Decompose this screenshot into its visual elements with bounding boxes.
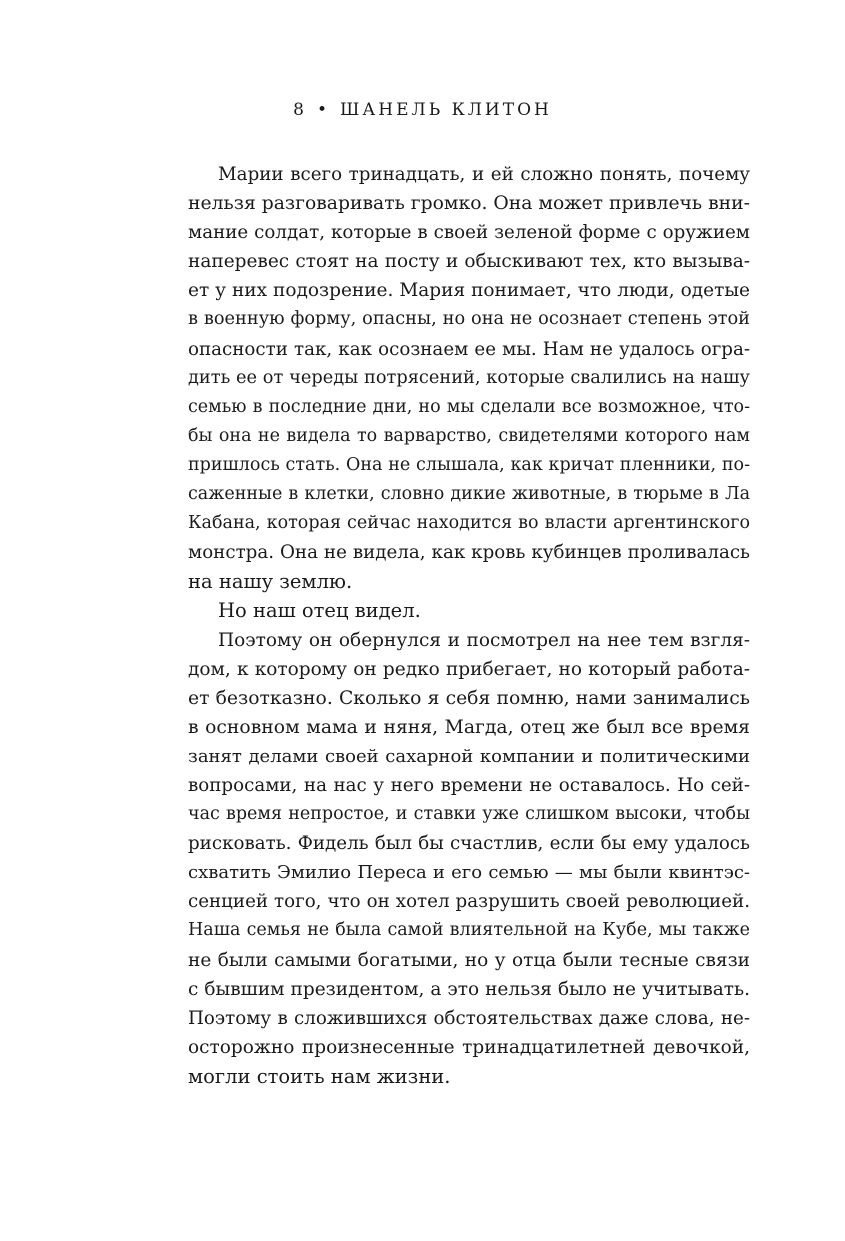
text-line: не были самыми богатыми, но у отца были тесные связи bbox=[188, 949, 750, 971]
header-separator: • bbox=[316, 100, 331, 120]
author-name: ШАНЕЛЬ КЛИТОН bbox=[340, 100, 552, 120]
text-line: семью в последние дни, но мы сделали все возможное, что- bbox=[188, 396, 750, 417]
text-line: Кабана, которая сейчас находится во власти аргентинского bbox=[188, 513, 750, 534]
running-head bbox=[0, 98, 845, 122]
text-line: схватить Эмилио Переса и его семью — мы были квинтэс- bbox=[188, 862, 750, 884]
text-line: мание солдат, которые в своей зеленой форме с оружием bbox=[188, 222, 750, 244]
text-line: занят делами своей сахарной компании и политическими bbox=[188, 745, 750, 767]
text-line: ет безотказно. Сколько я себя помню, нами занимались bbox=[188, 687, 750, 709]
text-line: опасности так, как осознаем ее мы. Нам не удалось огра- bbox=[188, 338, 750, 360]
text-line: нельзя разговаривать громко. Она может привлечь вни- bbox=[188, 193, 750, 215]
text-line: монстра. Она не видела, как кровь кубинцев проливалась bbox=[188, 542, 750, 564]
text-line: ет у них подозрение. Мария понимает, что люди, одетые bbox=[188, 280, 750, 302]
body-text bbox=[188, 160, 750, 1091]
text-line: сенцией того, что он хотел разрушить своей революцией. bbox=[188, 891, 750, 913]
text-line: рисковать. Фидель был бы счастлив, если бы ему удалось bbox=[188, 833, 750, 855]
text-line: Поэтому в сложившихся обстоятельствах даже слова, не- bbox=[188, 1007, 750, 1029]
text-line: Наша семья не была самой влиятельной на Кубе, мы также bbox=[188, 920, 750, 941]
text-line: наперевес стоят на посту и обыскивают тех, кто вызыва- bbox=[188, 251, 750, 273]
page-number: 8 bbox=[293, 100, 307, 120]
text-line: в военную форму, опасны, но она не осознает степень этой bbox=[188, 309, 750, 330]
text-line: в основном мама и няня, Магда, отец же был все время bbox=[188, 716, 750, 738]
text-line: Марии всего тринадцать, и ей сложно понять, почему bbox=[218, 164, 750, 185]
text-line: дом, к которому он редко прибегает, но который работа- bbox=[188, 658, 750, 680]
text-line: пришлось стать. Она не слышала, как кричат пленники, по- bbox=[188, 454, 750, 475]
text-line: могли стоить нам жизни. bbox=[188, 1064, 451, 1088]
text-line: бы она не видела то варварство, свидетелями которого нам bbox=[188, 425, 750, 446]
text-line: Но наш отец видел. bbox=[218, 599, 421, 623]
text-line: дить ее от череды потрясений, которые свалились на нашу bbox=[188, 367, 750, 388]
text-line: Поэтому он обернулся и посмотрел на нее тем взгля- bbox=[218, 629, 750, 651]
text-line: саженные в клетки, словно дикие животные, в тюрьме в Ла bbox=[188, 484, 750, 505]
text-line: на нашу землю. bbox=[188, 570, 353, 594]
text-line: час время непростое, и ставки уже слишком высоки, чтобы bbox=[188, 804, 750, 825]
text-line: вопросами, на нас у него времени не оставалось. Но сей- bbox=[188, 774, 750, 796]
text-line: осторожно произнесенные тринадцатилетней девочкой, bbox=[188, 1036, 750, 1058]
text-line: с бывшим президентом, а это нельзя было не учитывать. bbox=[188, 978, 750, 1000]
